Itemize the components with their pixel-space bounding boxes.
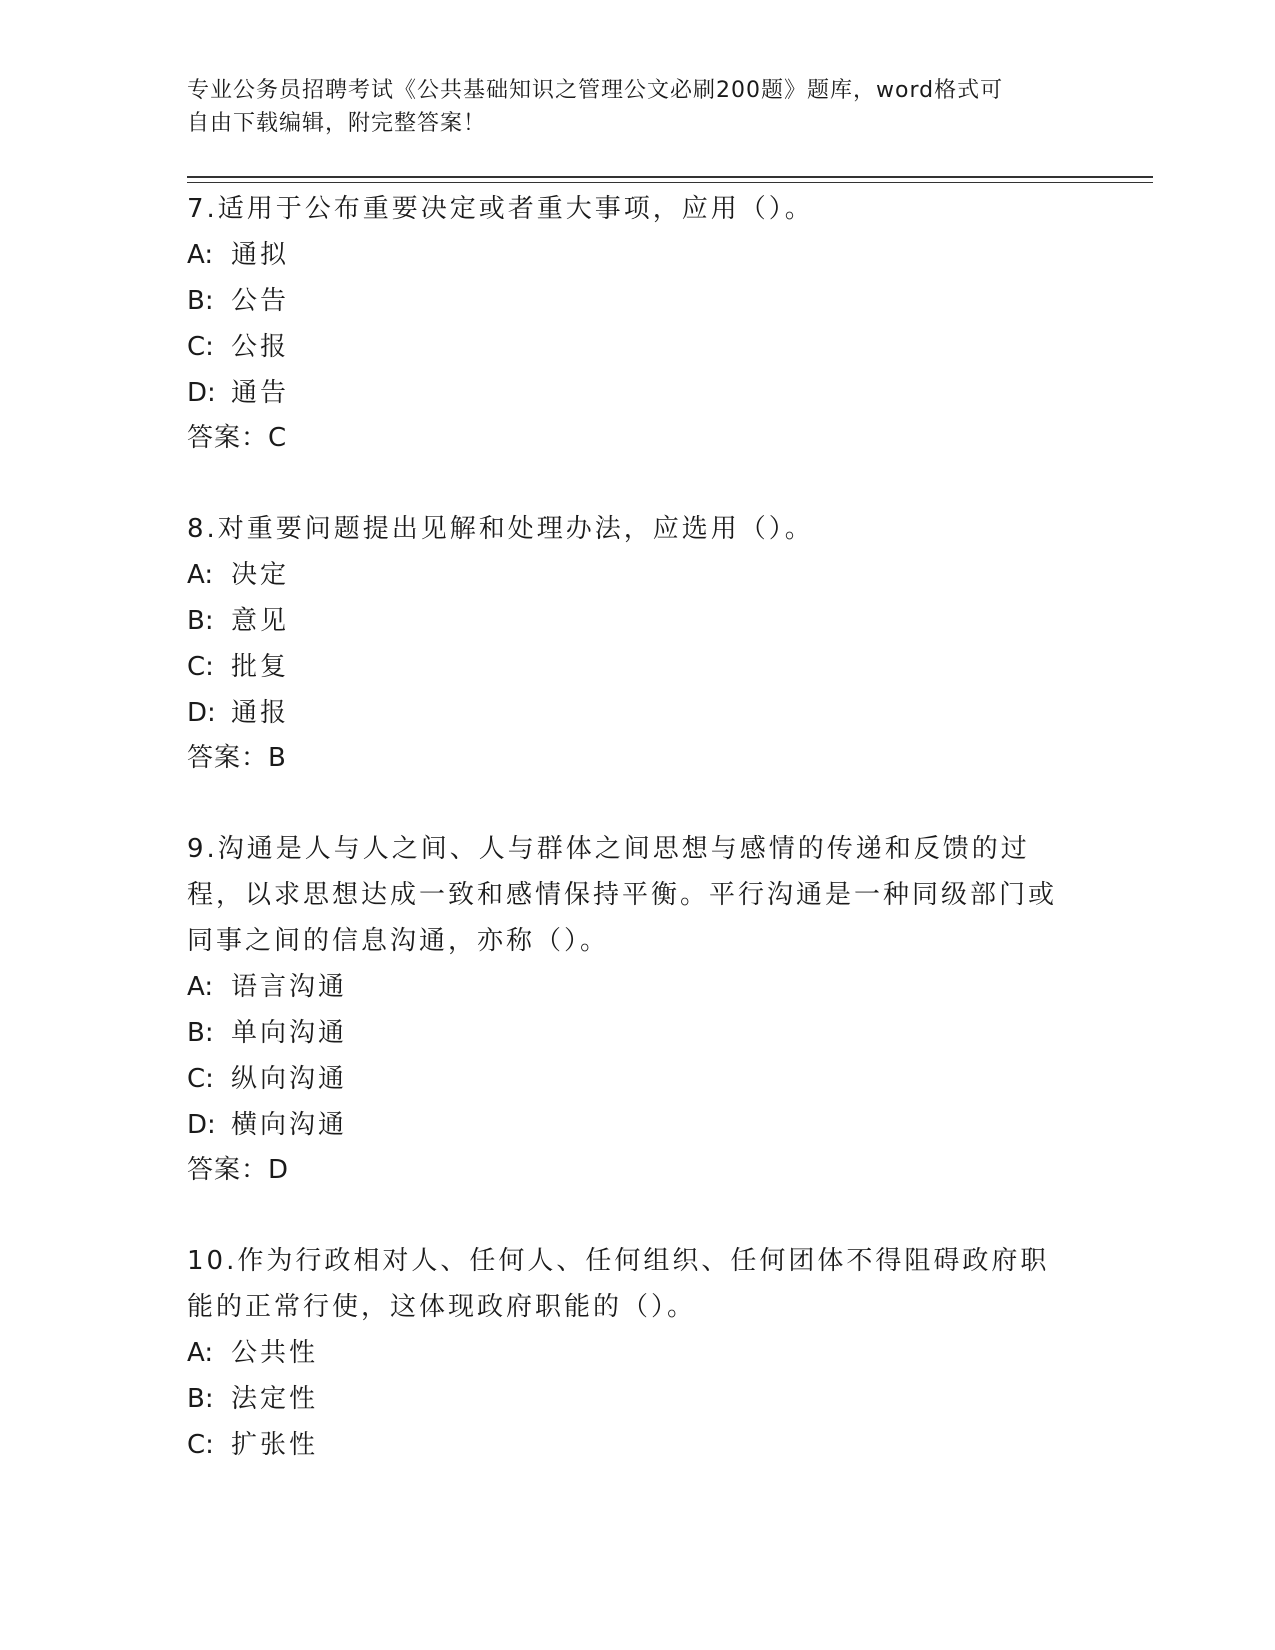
option-d xyxy=(187,1102,1077,1148)
option-text: 批复 xyxy=(231,652,290,682)
question-7 xyxy=(187,186,1077,460)
header-line-1: 专业公务员招聘考试《公共基础知识之管理公文必刷200题》题库，word格式可 xyxy=(187,78,1004,103)
option-b xyxy=(187,1010,1077,1056)
question-text: 7.适用于公布重要决定或者重大事项，应用（）。 xyxy=(187,194,814,224)
question-10 xyxy=(187,1238,1077,1468)
question-text: 8.对重要问题提出见解和处理办法，应选用（）。 xyxy=(187,514,814,544)
option-letter: C: xyxy=(187,332,214,362)
option-letter: D: xyxy=(187,378,216,408)
option-letter: B: xyxy=(187,1384,214,1414)
option-a xyxy=(187,964,1077,1010)
option-letter: C: xyxy=(187,1430,214,1460)
option-c xyxy=(187,644,1077,690)
option-c xyxy=(187,1422,1077,1468)
option-c xyxy=(187,324,1077,370)
option-letter: B: xyxy=(187,286,214,316)
option-d xyxy=(187,690,1077,736)
option-letter: D: xyxy=(187,698,216,728)
option-letter: A: xyxy=(187,240,214,270)
option-a xyxy=(187,232,1077,278)
option-b xyxy=(187,598,1077,644)
option-text: 法定性 xyxy=(231,1384,319,1414)
document-header xyxy=(187,74,1067,140)
option-letter: D: xyxy=(187,1110,216,1140)
option-text: 通报 xyxy=(231,698,290,728)
option-letter: A: xyxy=(187,972,214,1002)
option-text: 扩张性 xyxy=(231,1430,319,1460)
option-text: 决定 xyxy=(231,560,290,590)
option-text: 纵向沟通 xyxy=(231,1064,348,1094)
option-letter: A: xyxy=(187,1338,214,1368)
option-text: 单向沟通 xyxy=(231,1018,348,1048)
question-text: 10.作为行政相对人、任何人、任何组织、任何团体不得阻碍政府职能的正常行使，这体现政府职能的（）。 xyxy=(187,1246,1050,1322)
option-text: 通告 xyxy=(231,378,290,408)
option-letter: A: xyxy=(187,560,214,590)
option-d xyxy=(187,370,1077,416)
answer-line: 答案：D xyxy=(187,1155,290,1185)
option-b xyxy=(187,1376,1077,1422)
question-9 xyxy=(187,826,1077,1192)
option-letter: B: xyxy=(187,1018,214,1048)
option-a xyxy=(187,1330,1077,1376)
option-text: 通拟 xyxy=(231,240,290,270)
option-text: 公报 xyxy=(231,332,290,362)
answer-line: 答案：C xyxy=(187,423,288,453)
option-text: 意见 xyxy=(231,606,290,636)
option-letter: C: xyxy=(187,652,214,682)
header-divider-thick xyxy=(187,176,1153,178)
option-c xyxy=(187,1056,1077,1102)
option-text: 公告 xyxy=(231,286,290,316)
question-text: 9.沟通是人与人之间、人与群体之间思想与感情的传递和反馈的过程，以求思想达成一致和感情保持平衡。平行沟通是一种同级部门或同事之间的信息沟通，亦称（）。 xyxy=(187,834,1058,956)
question-8 xyxy=(187,506,1077,780)
option-text: 公共性 xyxy=(231,1338,319,1368)
option-text: 语言沟通 xyxy=(231,972,348,1002)
option-letter: C: xyxy=(187,1064,214,1094)
question-list xyxy=(187,186,1077,1514)
answer-line: 答案：B xyxy=(187,743,287,773)
header-divider-thin xyxy=(187,182,1153,183)
option-b xyxy=(187,278,1077,324)
option-letter: B: xyxy=(187,606,214,636)
option-a xyxy=(187,552,1077,598)
header-line-2: 自由下载编辑，附完整答案！ xyxy=(187,111,487,136)
option-text: 横向沟通 xyxy=(231,1110,348,1140)
